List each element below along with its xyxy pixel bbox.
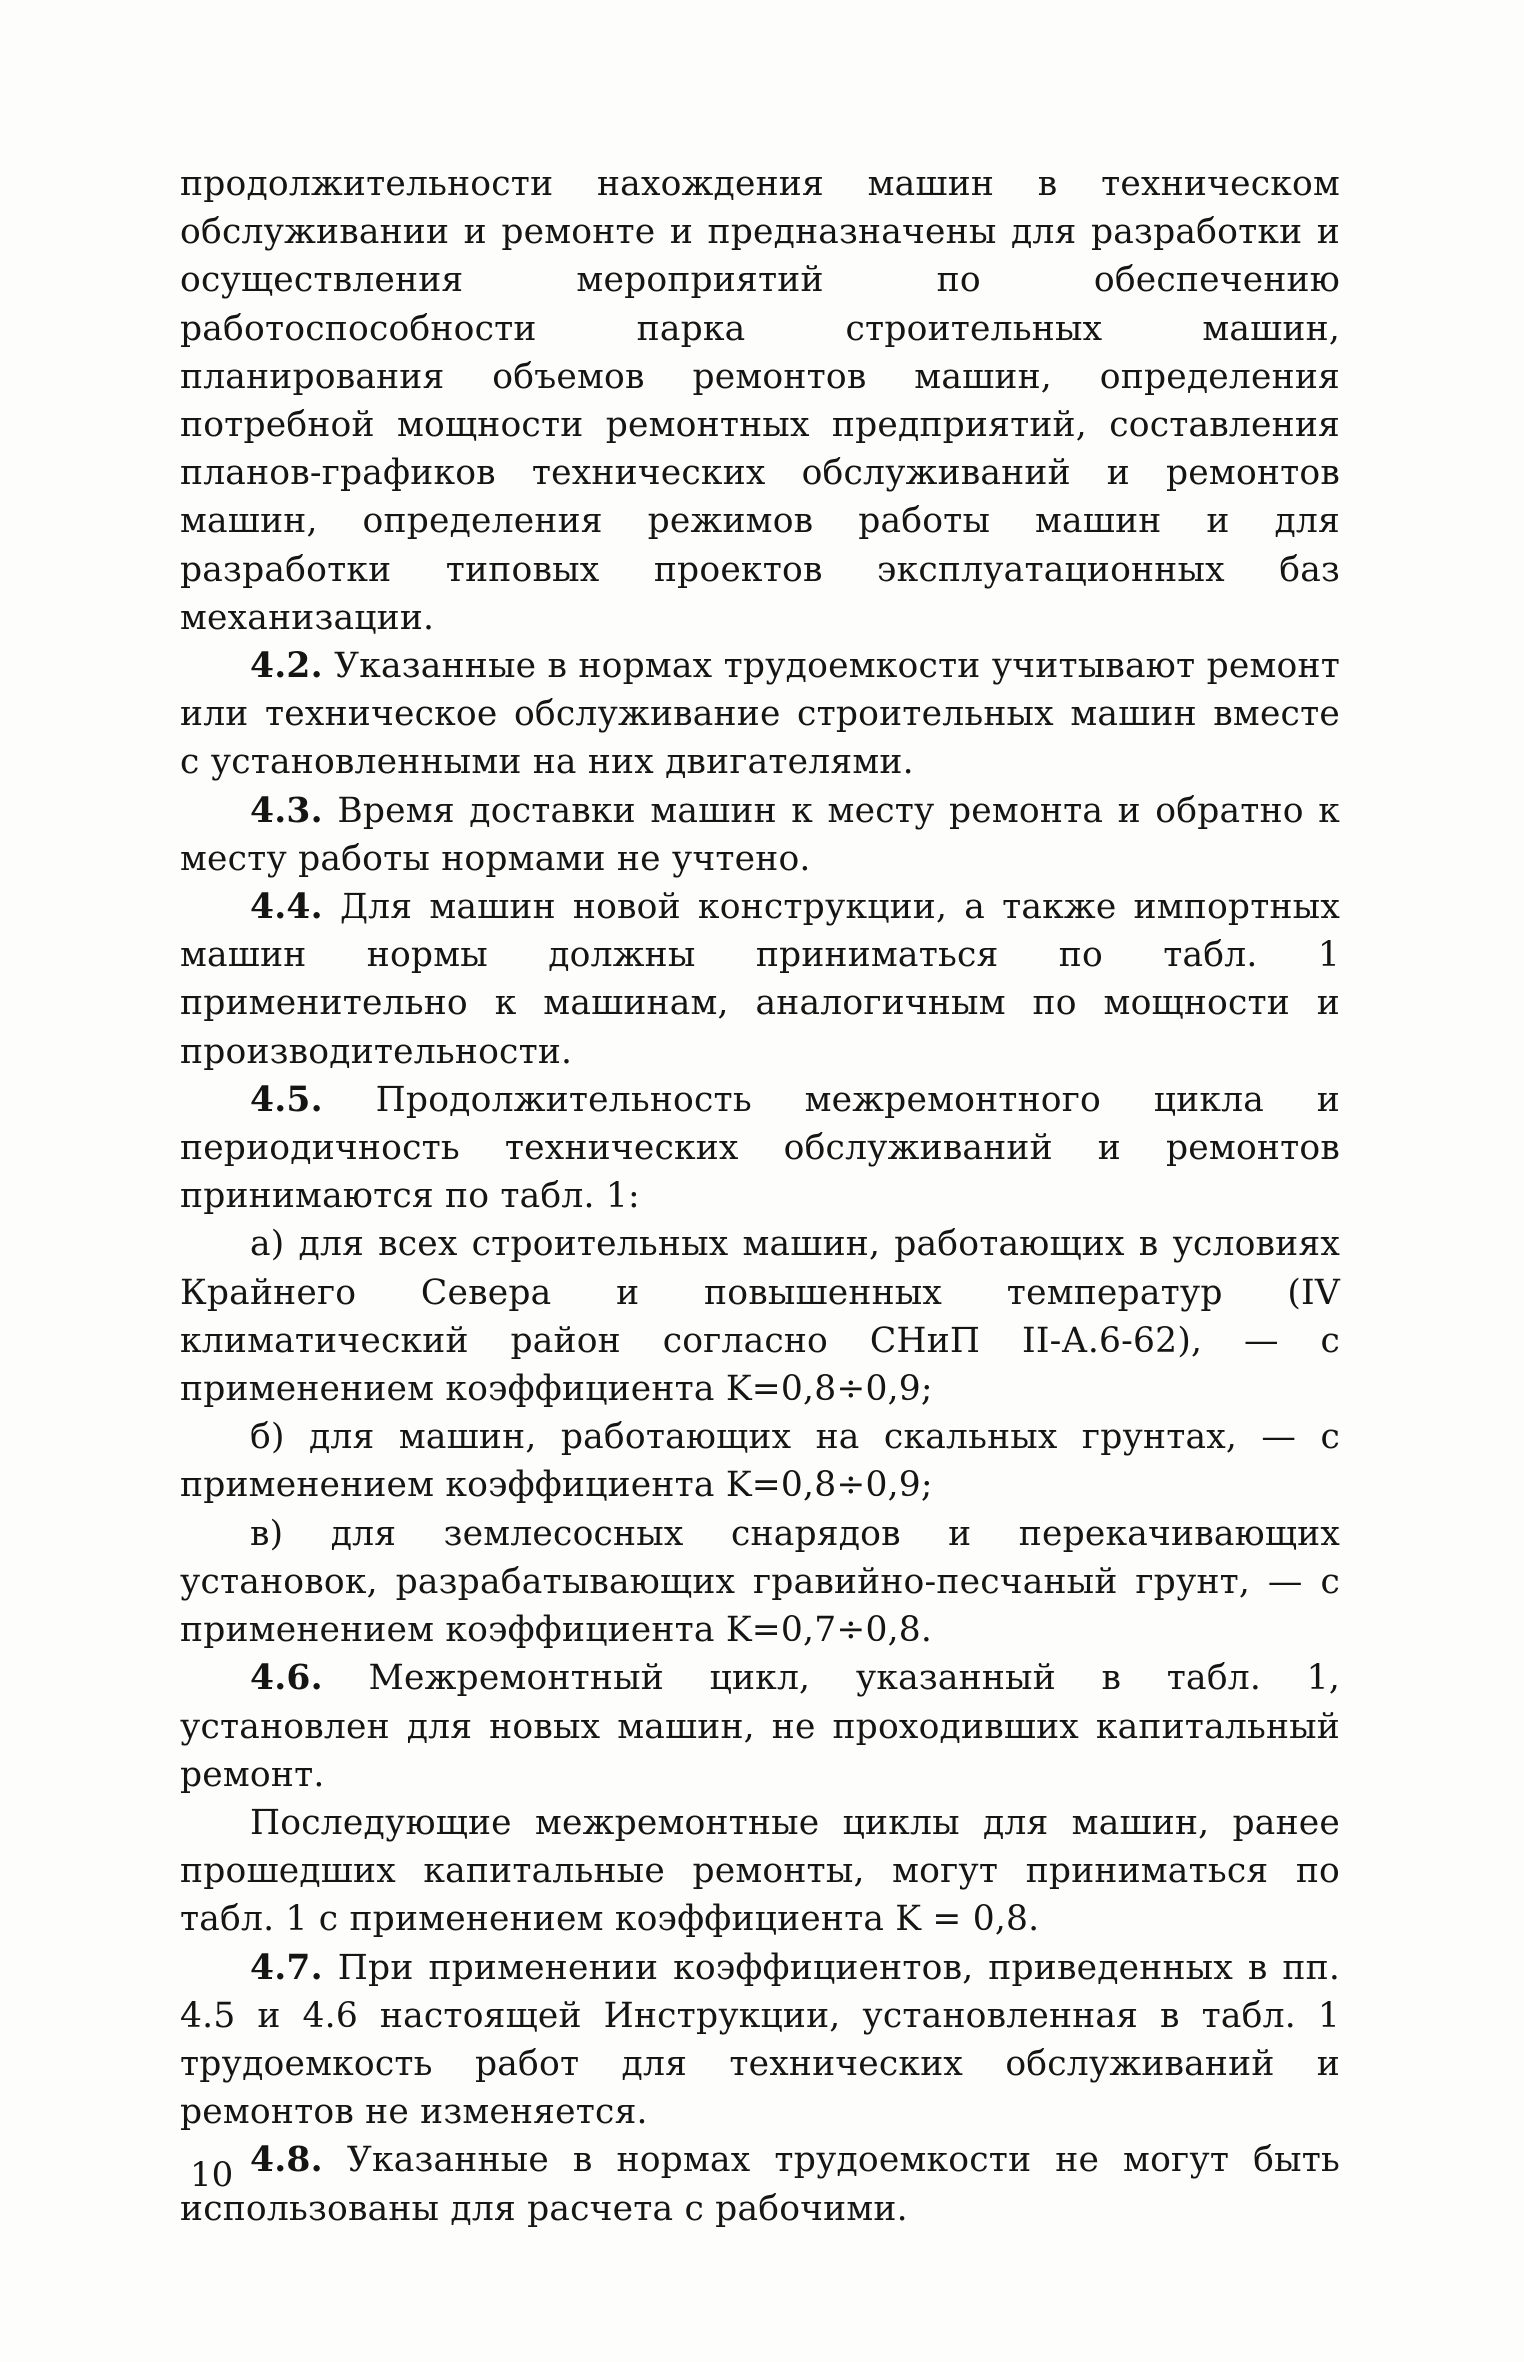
paragraph-number: 4.4. <box>250 887 323 928</box>
paragraph-text: Продолжительность межремонтного цикла и периодичность технических обслуживаний и ремонтов принимаются по табл. 1: <box>180 1079 1340 1217</box>
page-number: 10 <box>190 2155 234 2195</box>
paragraph-text: Последующие межремонтные циклы для машин, ранее прошедших капитальные ремонты, могут приниматься по табл. 1 с применением коэффициента K = 0,8. <box>180 1802 1340 1940</box>
paragraph-continuation <box>180 160 1340 642</box>
paragraph-number: 4.6. <box>250 1658 323 1699</box>
paragraph-4-2 <box>180 642 1340 787</box>
paragraph-4-7 <box>180 1944 1340 2137</box>
body-text <box>180 160 1340 2233</box>
paragraph-text: Время доставки машин к месту ремонта и обратно к месту работы нормами не учтено. <box>180 790 1341 879</box>
paragraph-number: 4.3. <box>250 790 323 831</box>
paragraph-text: б) для машин, работающих на скальных грунтах, — с применением коэффициента K=0,8÷0,9; <box>180 1417 1340 1506</box>
paragraph-number: 4.8. <box>250 2140 323 2181</box>
paragraph-text: При применении коэффициентов, приведенных в пп. 4.5 и 4.6 настоящей Инструкции, установленная в табл. 1 трудоемкость работ для технических обслуживаний и ремонтов не изменяется. <box>180 1947 1340 2133</box>
list-item-a <box>180 1220 1340 1413</box>
paragraph-subsequent-cycles <box>180 1799 1340 1944</box>
paragraph-text: в) для землесосных снарядов и перекачивающих установок, разрабатывающих гравийно-песчаный грунт, — с применением коэффициента K=0,7÷0,8. <box>180 1513 1340 1651</box>
list-item-b <box>180 1413 1340 1509</box>
paragraph-number: 4.2. <box>250 646 323 687</box>
paragraph-text: Для машин новой конструкции, а также импортных машин нормы должны приниматься по табл. 1 применительно к машинам, аналогичным по мощности и производительности. <box>180 887 1341 1072</box>
paragraph-4-5 <box>180 1076 1340 1221</box>
paragraph-number: 4.7. <box>250 1947 323 1988</box>
paragraph-text: Межремонтный цикл, указанный в табл. 1, установлен для новых машин, не проходивших капитальный ремонт. <box>180 1658 1340 1795</box>
paragraph-4-4 <box>180 883 1340 1076</box>
paragraph-4-6 <box>180 1654 1340 1799</box>
list-item-c <box>180 1510 1340 1655</box>
paragraph-4-3 <box>180 787 1340 883</box>
paragraph-text: Указанные в нормах трудоемкости учитывают ремонт или техническое обслуживание строительных машин вместе с установленными на них двигателями. <box>180 646 1340 783</box>
paragraph-number: 4.5. <box>250 1079 323 1120</box>
paragraph-4-8 <box>180 2136 1340 2232</box>
paragraph-text: а) для всех строительных машин, работающих в условиях Крайнего Севера и повышенных температур (IV климатический район согласно СНиП II-А.6-62), — с применением коэффициента K=0,8÷0,9; <box>180 1224 1340 1410</box>
paragraph-text: продолжительности нахождения машин в техническом обслуживании и ремонте и предназначены для разработки и осуществления мероприятий по обеспечению работоспособности парка строительных машин, планирования объемов ремонтов машин, определения потребной мощности ремонтных предприятий, составления планов-графиков технических обслуживаний и ремонтов машин, определения режимов работы машин и для разработки типовых проектов эксплуатационных баз механизации. <box>180 164 1340 638</box>
paragraph-text: Указанные в нормах трудоемкости не могут быть использованы для расчета с рабочими. <box>180 2140 1340 2229</box>
